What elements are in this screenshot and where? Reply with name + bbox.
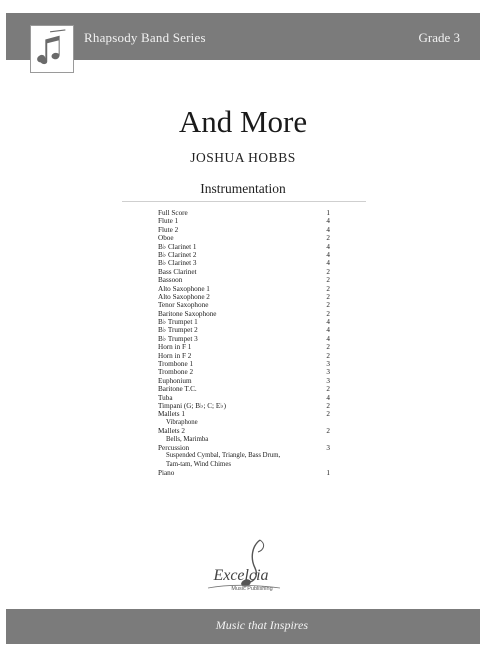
part-row (158, 385, 330, 393)
part-name: Flute 1 (158, 217, 179, 226)
part-count: 4 (326, 250, 330, 259)
composer-name: JOSHUA HOBBS (190, 150, 296, 165)
part-name: Tam-tam, Wind Chimes (166, 460, 232, 468)
header-band (6, 13, 480, 60)
part-count: 3 (326, 368, 330, 377)
part-name: Tuba (158, 393, 173, 402)
part-name: Baritone Saxophone (158, 309, 217, 318)
part-name: Mallets 1 (158, 410, 185, 419)
part-count: 2 (326, 410, 330, 419)
part-count: 2 (326, 301, 330, 310)
part-row (158, 268, 330, 276)
part-count: 2 (326, 234, 330, 243)
instrumentation-list (158, 209, 330, 478)
footer-tagline: Music that Inspires (215, 618, 308, 632)
part-count: 4 (326, 242, 330, 251)
part-count: 2 (326, 385, 330, 394)
part-name: Euphonium (158, 376, 192, 385)
part-name: Bells, Marimba (166, 435, 209, 443)
part-row (158, 310, 330, 318)
part-name: Tenor Saxophone (158, 301, 209, 310)
series-title: Rhapsody Band Series (84, 30, 206, 45)
part-name: Bass Clarinet (158, 267, 197, 276)
series-logo-icon (30, 25, 74, 73)
part-name: Percussion (158, 443, 190, 452)
part-row (158, 318, 330, 326)
part-note (158, 419, 330, 427)
part-count: 2 (326, 351, 330, 360)
part-row (158, 251, 330, 259)
instrumentation-heading: Instrumentation (200, 181, 286, 196)
part-count: 3 (326, 376, 330, 385)
part-count: 4 (326, 259, 330, 268)
part-count: 2 (326, 343, 330, 352)
part-name: Flute 2 (158, 225, 179, 234)
part-row (158, 301, 330, 309)
part-name: Alto Saxophone 1 (158, 284, 210, 293)
part-count: 1 (326, 209, 330, 217)
part-row (158, 326, 330, 334)
instrumentation-divider (122, 201, 366, 202)
part-row (158, 377, 330, 385)
part-row (158, 368, 330, 376)
part-name: Alto Saxophone 2 (158, 292, 210, 301)
part-count: 3 (326, 360, 330, 369)
part-row (158, 226, 330, 234)
part-note (158, 436, 330, 444)
part-row (158, 343, 330, 351)
part-count: 4 (326, 326, 330, 335)
part-count: 2 (326, 401, 330, 410)
part-count: 2 (326, 292, 330, 301)
part-row (158, 444, 330, 452)
part-count: 2 (326, 284, 330, 293)
part-row (158, 285, 330, 293)
part-count: 4 (326, 334, 330, 343)
part-row (158, 394, 330, 402)
part-name: B♭ Trumpet 2 (158, 326, 198, 335)
part-name: Trombone 2 (158, 368, 194, 377)
part-row (158, 209, 330, 217)
part-note (158, 461, 330, 469)
part-name: B♭ Clarinet 1 (158, 242, 197, 251)
part-count: 4 (326, 217, 330, 226)
part-name: Full Score (158, 209, 188, 217)
part-name: Suspended Cymbal, Triangle, Bass Drum, (166, 452, 281, 460)
part-name: Timpani (G; B♭; C; E♭) (158, 401, 227, 410)
part-row (158, 234, 330, 242)
publisher-subtitle: Music Publishing (231, 586, 273, 592)
part-name: B♭ Trumpet 1 (158, 318, 198, 327)
part-row (158, 243, 330, 251)
grade-label: Grade 3 (418, 30, 460, 45)
part-row (158, 469, 330, 477)
part-count: 1 (326, 469, 330, 478)
part-name: Piano (158, 469, 175, 478)
part-name: Baritone T.C. (158, 385, 197, 394)
part-name: Trombone 1 (158, 360, 194, 369)
part-count: 4 (326, 225, 330, 234)
part-row (158, 402, 330, 410)
part-row (158, 217, 330, 225)
part-name: Oboe (158, 234, 174, 243)
part-count: 2 (326, 267, 330, 276)
part-name: B♭ Trumpet 3 (158, 334, 198, 343)
part-note (158, 452, 330, 460)
part-count: 4 (326, 393, 330, 402)
part-name: Vibraphone (166, 418, 198, 426)
part-name: B♭ Clarinet 3 (158, 259, 197, 268)
part-row (158, 427, 330, 435)
piece-title: And More (178, 104, 308, 139)
part-count: 4 (326, 318, 330, 327)
part-row (158, 360, 330, 368)
part-row (158, 335, 330, 343)
part-row (158, 259, 330, 267)
part-row (158, 293, 330, 301)
part-name: Mallets 2 (158, 427, 185, 436)
part-name: Bassoon (158, 276, 183, 285)
part-count: 2 (326, 309, 330, 318)
part-name: Horn in F 1 (158, 343, 192, 352)
part-row (158, 352, 330, 360)
part-row (158, 276, 330, 284)
part-row (158, 410, 330, 418)
publisher-name: Excelcia (213, 567, 269, 584)
part-name: B♭ Clarinet 2 (158, 250, 197, 259)
part-count: 2 (326, 427, 330, 436)
part-count: 3 (326, 443, 330, 452)
part-name: Horn in F 2 (158, 351, 192, 360)
part-count: 2 (326, 276, 330, 285)
